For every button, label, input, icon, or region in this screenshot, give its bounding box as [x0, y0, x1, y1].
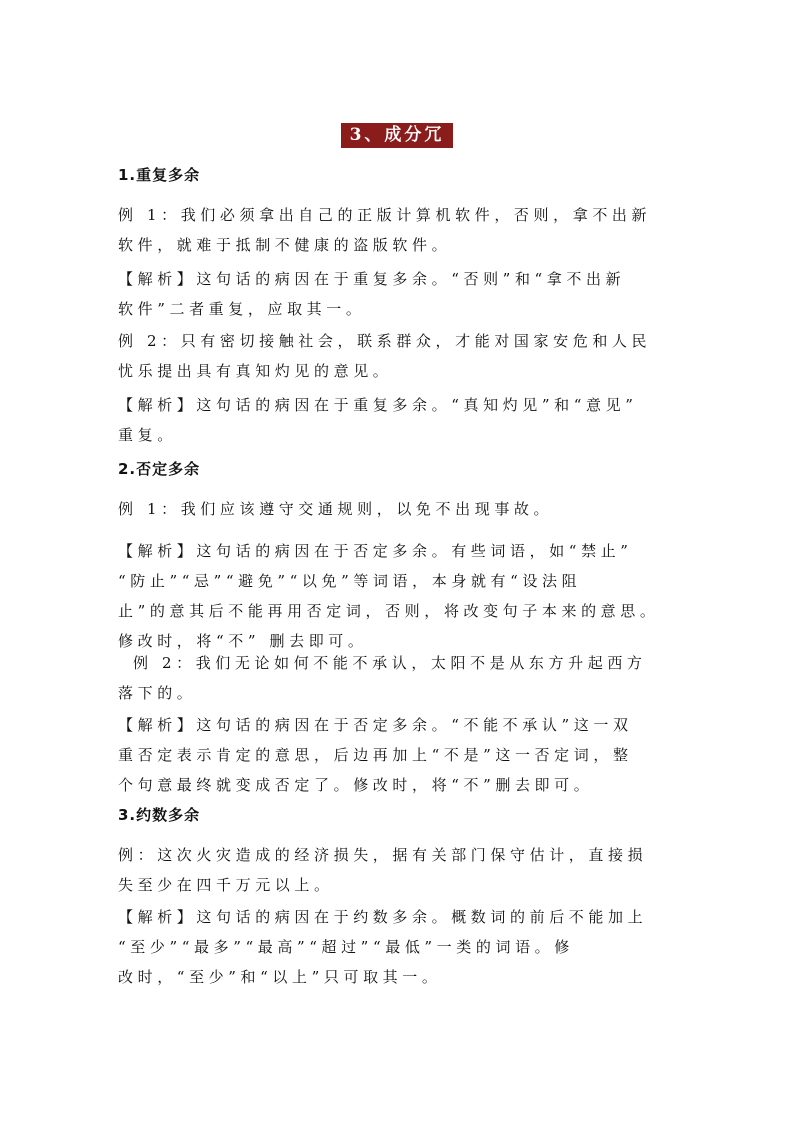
text-line: 重复。: [118, 426, 177, 444]
text-line: 【解析】这句话的病因在于否定多余。“不能不承认”这一双: [118, 716, 633, 734]
text-line: 改时，“至少”和“以上”只可取其一。: [118, 968, 442, 986]
text-line: 【解析】这句话的病因在于重复多余。“否则”和“拿不出新: [118, 270, 626, 288]
text-line: 软件”二者重复，应取其一。: [118, 300, 366, 318]
section-title: 3、成分冗余: [341, 123, 453, 148]
example-paragraph: [118, 840, 678, 900]
text-line: 【解析】这句话的病因在于约数多余。概数词的前后不能加上: [118, 908, 648, 926]
text-line: 失至少在四千万元以上。: [118, 876, 334, 894]
text-line: “防止”“忌”“避免”“以免”等词语，本身就有“设法阻: [118, 572, 582, 590]
text-line: 止”的意其后不能再用否定词，否则，将改变句子本来的意思。: [118, 602, 660, 620]
text-line: 【解析】这句话的病因在于否定多余。有些词语，如“禁止”: [118, 542, 633, 560]
analysis-paragraph: [118, 536, 678, 656]
text-line: 软件，就难于抵制不健康的盗版软件。: [118, 236, 452, 254]
text-line: 落下的。: [118, 684, 197, 702]
text-line: 重否定表示肯定的意思，后边再加上“不是”这一否定词，整: [118, 746, 633, 764]
text-line: 例 2：只有密切接触社会，联系群众，才能对国家安危和人民: [118, 332, 652, 350]
text-line: 例：这次火灾造成的经济损失，据有关部门保守估计，直接损: [118, 846, 648, 864]
text-line: 【解析】这句话的病因在于重复多余。“真知灼见”和“意见”: [118, 396, 638, 414]
text-line: 例 1：我们必须拿出自己的正版计算机软件，否则，拿不出新: [118, 206, 652, 224]
example-paragraph: [118, 326, 678, 386]
analysis-paragraph: [118, 264, 678, 324]
text-line: 修改时，将“不” 删去即可。: [118, 632, 368, 650]
heading-negation: 2.否定多余: [118, 460, 201, 478]
analysis-paragraph: [118, 710, 678, 800]
example-paragraph: [118, 494, 678, 524]
text-line: 个句意最终就变成否定了。修改时，将“不”删去即可。: [118, 776, 594, 794]
analysis-paragraph: [118, 902, 678, 992]
heading-approximation: 3.约数多余: [118, 806, 201, 824]
heading-repetition: 1.重复多余: [118, 166, 201, 184]
text-line: “至少”“最多”“最高”“超过”“最低”一类的词语。修: [118, 938, 574, 956]
text-line: 例 2：我们无论如何不能不承认，太阳不是从东方升起西方: [133, 654, 647, 672]
example-paragraph: [118, 648, 693, 708]
text-line: 忧乐提出具有真知灼见的意见。: [118, 362, 393, 380]
text-line: 例 1：我们应该遵守交通规则，以免不出现事故。: [118, 500, 554, 518]
analysis-paragraph: [118, 390, 678, 450]
example-paragraph: [118, 200, 678, 260]
